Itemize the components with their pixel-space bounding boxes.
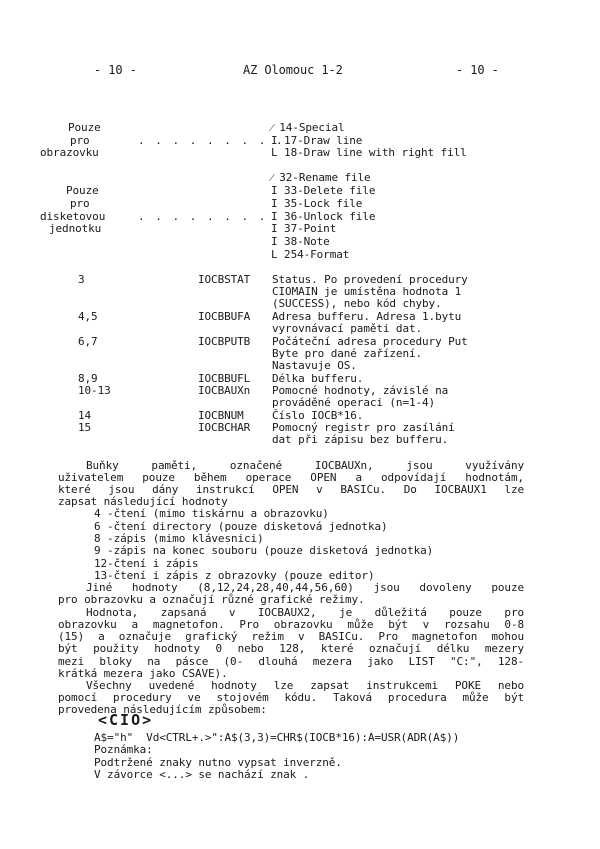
- command-item: I 38-Note: [271, 235, 330, 248]
- paragraph-line: Buňky paměti, označené IOCBAUXn, jsou využívány: [86, 459, 524, 472]
- paragraph-line: obrazovku a magnetofon. Pro obrazovku může být v rozsahu 0-8: [58, 618, 524, 631]
- paragraph-line: Všechny uvedené hodnoty lze zapsat instrukcemi POKE nebo: [86, 679, 524, 692]
- table-cell-desc: Pomocný registr pro zasílání: [272, 421, 455, 434]
- command-item: I 35-Lock file: [271, 197, 363, 210]
- disk-label-line-2: pro: [70, 197, 90, 210]
- command-item: I 17-Draw line: [271, 134, 363, 147]
- list-item: 4 -čtení (mimo tiskárnu a obrazovku): [94, 507, 329, 520]
- table-cell-offset: 6,7: [78, 335, 98, 348]
- cio-heading: <CIO>: [98, 711, 154, 729]
- screen-label-line-2: pro: [70, 134, 90, 147]
- paragraph-line: Jiné hodnoty (8,12,24,28,40,44,56,60) jsou dovoleny pouze: [86, 581, 524, 594]
- paragraph-line: pro obrazovku a označují různé grafické režimy.: [58, 593, 365, 606]
- list-item: 13-čtení i zápis z obrazovky (pouze editor): [94, 569, 375, 582]
- paragraph-line: být použity hodnoty 0 nebo 128, které označují délku mezery: [58, 642, 524, 655]
- page-number-right: - 10 -: [456, 63, 499, 77]
- disk-label-line-1: Pouze: [66, 184, 99, 197]
- command-item: ⁄ 14-Special: [271, 121, 345, 134]
- table-cell-desc: vyrovnávací paměti dat.: [272, 322, 423, 335]
- screen-label-line-3: obrazovku: [40, 146, 99, 159]
- paragraph-line: krátká mezera jako CSAVE).: [58, 667, 228, 680]
- table-cell-name: IOCBSTAT: [198, 273, 251, 286]
- table-cell-name: IOCBBUFL: [198, 372, 251, 385]
- leader-dots: . . . . . . . . .: [138, 134, 285, 147]
- page-number-left: - 10 -: [94, 63, 137, 77]
- list-item: 8 -zápis (mimo klávesnici): [94, 532, 264, 545]
- command-item: I 33-Delete file: [271, 184, 376, 197]
- table-cell-desc: Délka bufferu.: [272, 372, 364, 385]
- paragraph-line: mezi bloky na pásce (0- dlouhá mezera jako LIST "C:", 128-: [58, 655, 524, 668]
- command-item: ⁄ 32-Rename file: [271, 171, 371, 184]
- table-cell-name: IOCBAUXn: [198, 384, 251, 397]
- list-item: 12-čtení i zápis: [94, 557, 199, 570]
- disk-label-line-3: disketovou: [40, 210, 106, 223]
- paragraph-line: pomocí procedury ve stojovém kódu. Taková procedura může být: [58, 691, 524, 704]
- table-cell-name: IOCBBUFA: [198, 310, 251, 323]
- paragraph-line: zapsat následující hodnoty: [58, 495, 228, 508]
- table-cell-desc: Status. Po provedení procedury: [272, 273, 468, 286]
- page-title: AZ Olomouc 1-2: [243, 63, 343, 77]
- table-cell-desc: (SUCCESS), nebo kód chyby.: [272, 297, 442, 310]
- table-cell-desc: dat při zápisu bez bufferu.: [272, 433, 449, 446]
- table-cell-name: IOCBNUM: [198, 409, 244, 422]
- table-cell-desc: Nastavuje OS.: [272, 359, 357, 372]
- note-label: Poznámka:: [94, 743, 153, 756]
- table-cell-offset: 8,9: [78, 372, 98, 385]
- paragraph-line: Hodnota, zapsaná v IOCBAUX2, je důležitá pouze pro: [86, 606, 524, 619]
- command-item: L 18-Draw line with right fill: [271, 146, 467, 159]
- paragraph-line: uživatelem pouze během operace OPEN a odpovídají hodnotám,: [58, 471, 524, 484]
- table-cell-desc: Pomocné hodnoty, závislé na: [272, 384, 449, 397]
- paragraph-line: (15) a označuje grafický režim v BASICu. Pro magnetofon mohou: [58, 630, 524, 643]
- table-cell-offset: 14: [78, 409, 92, 422]
- disk-label-line-4: jednotku: [49, 222, 102, 235]
- table-cell-desc: Adresa bufferu. Adresa 1.bytu: [272, 310, 462, 323]
- table-cell-desc: Číslo IOCB*16.: [272, 409, 364, 422]
- table-cell-desc: Byte pro dané zařízení.: [272, 347, 423, 360]
- paragraph-line: provedena následujícím způsobem:: [58, 703, 267, 716]
- command-item: L 254-Format: [271, 248, 350, 261]
- note-line: V závorce <...> se nachází znak .: [94, 768, 310, 781]
- paragraph-line: které jsou dány instrukcí OPEN v BASICu. Do IOCBAUX1 lze: [58, 483, 524, 496]
- table-cell-offset: 4,5: [78, 310, 98, 323]
- table-cell-offset: 10-13: [78, 384, 111, 397]
- table-cell-offset: 15: [78, 421, 92, 434]
- table-cell-desc: prováděné operaci (n=1-4): [272, 396, 436, 409]
- table-cell-offset: 3: [78, 273, 85, 286]
- screen-label-line-1: Pouze: [68, 121, 101, 134]
- table-cell-name: IOCBCHAR: [198, 421, 251, 434]
- leader-dots: . . . . . . . .: [138, 210, 268, 223]
- table-cell-name: IOCBPUTB: [198, 335, 251, 348]
- note-line: Podtržené znaky nutno vypsat inverzně.: [94, 756, 342, 769]
- list-item: 6 -čtení directory (pouze disketová jednotka): [94, 520, 388, 533]
- command-item: I 36-Unlock file: [271, 210, 376, 223]
- code-line: A$="h" Vd<CTRL+.>":A$(3,3)=CHR$(IOCB*16):A=USR(ADR(A$)): [94, 731, 460, 744]
- table-cell-desc: CIOMAIN je umístěna hodnota 1: [272, 285, 462, 298]
- command-item: I 37-Point: [271, 222, 337, 235]
- list-item: 9 -zápis na konec souboru (pouze disketová jednotka): [94, 544, 434, 557]
- table-cell-desc: Počáteční adresa procedury Put: [272, 335, 468, 348]
